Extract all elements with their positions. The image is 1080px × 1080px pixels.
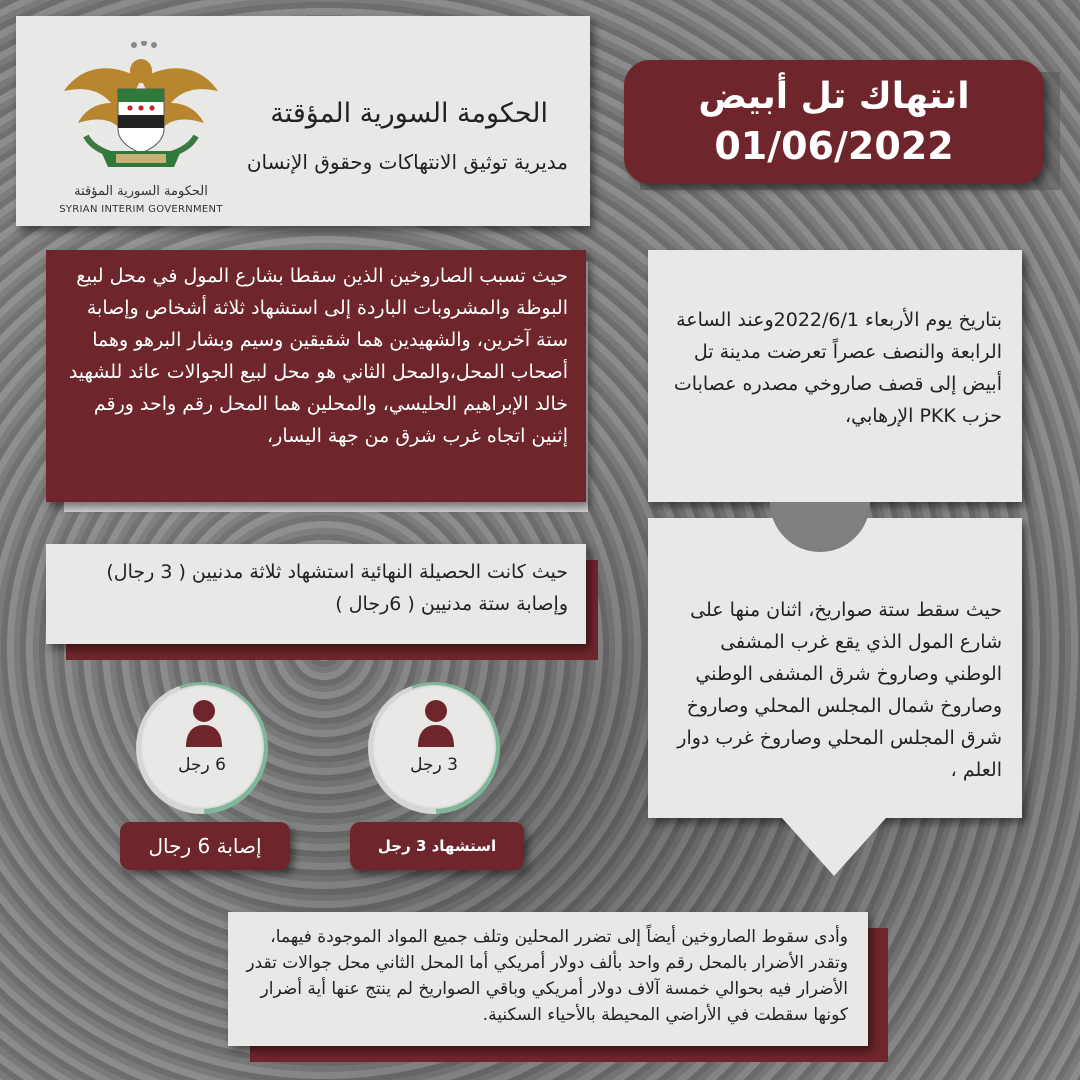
killed-stat-circle: [372, 685, 496, 809]
injured-label: إصابة 6 رجال: [120, 822, 290, 870]
organization-subtitle: مديرية توثيق الانتهاكات وحقوق الإنسان: [246, 150, 568, 174]
damage-text-block: وأدى سقوط الصاروخين أيضاً إلى تضرر المحلين وتلف جميع المواد الموجودة فيهما، وتقدر الأضرار بالمحل رقم واحد بألف دولار أمريكي أما المحل الثاني محل جوالات تقدر الأضرار فيه بحوالي خمسة آلاف دولار أمريكي وباقي الصواريخ لم ينتج عنها أية أضرار كونها سقطت في الأراضي المحيطة بالأحياء السكنية.: [228, 912, 868, 1046]
missiles-text-block: حيث سقط ستة صواريخ، اثنان منها على شارع المول الذي يقع غرب المشفى الوطني وصاروخ شرق المشفى الوطني وصاروخ شمال المجلس المحلي وصاروخ شرق المجلس المحلي وصاروخ غرب دوار العلم ،: [648, 518, 1022, 818]
killed-stat-ring: [368, 682, 500, 814]
down-arrow-icon: [782, 818, 886, 876]
organization-title: الحكومة السورية المؤقتة: [270, 98, 548, 129]
incident-title: انتهاك تل أبيض: [698, 76, 970, 117]
killed-count: 3 رجل: [410, 755, 458, 775]
logo-caption-english: SYRIAN INTERIM GOVERNMENT: [59, 204, 223, 215]
person-icon: [184, 699, 224, 747]
result-text-block: حيث كانت الحصيلة النهائية استشهاد ثلاثة مدنيين ( 3 رجال) وإصابة ستة مدنيين ( 6رجال ): [46, 544, 586, 644]
person-icon: [416, 699, 456, 747]
date-text-block: بتاريخ يوم الأربعاء 2022/6/1وعند الساعة الرابعة والنصف عصراً تعرضت مدينة تل أبيض إلى قصف صاروخي مصدره عصابات حزب PKK الإرهابي،: [648, 250, 1022, 502]
header-card: [16, 16, 590, 226]
injured-count: 6 رجل: [178, 755, 226, 775]
injured-stat-circle: [140, 685, 264, 809]
killed-label: استشهاد 3 رجل: [350, 822, 524, 870]
injured-stat-ring: [136, 682, 268, 814]
logo-caption-arabic: الحكومة السورية المؤقتة: [74, 184, 208, 199]
cause-text-block: حيث تسبب الصاروخين الذين سقطا بشارع المول في محل لبيع البوظة والمشروبات الباردة إلى استشهاد ثلاثة أشخاص وإصابة ستة آخرين، والشهيدين هما شقيقين وسيم وبشار البرهو وهما أصحاب المحل،والمحل الثاني هو محل لبيع الجوالات عائد للشهيد خالد الإبراهيم الحليسي، والمحلين هما المحل رقم واحد ورقم إثنين اتجاه غرب شرق من جهة اليسار،: [46, 250, 586, 502]
incident-date: 01/06/2022: [714, 124, 954, 168]
eagle-emblem-icon: [56, 41, 226, 181]
